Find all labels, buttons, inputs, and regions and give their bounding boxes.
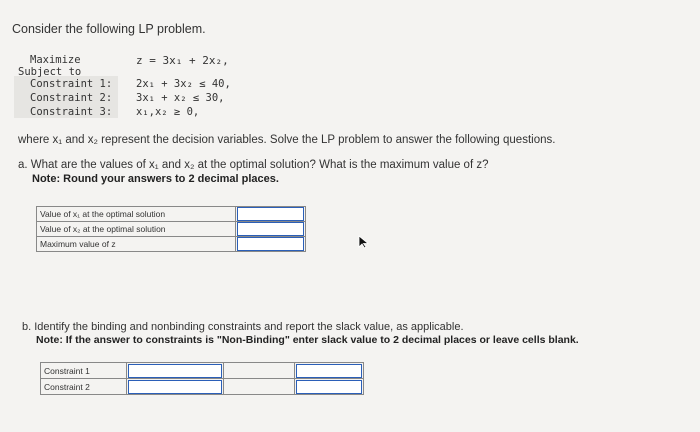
part-b-prompt: b. Identify the binding and nonbinding constraints and report the slack value, as applicable. — [22, 321, 464, 333]
table-row — [37, 207, 306, 222]
spacer-cell — [224, 379, 295, 395]
mouse-cursor-icon — [358, 235, 370, 249]
row-label-constraint-1: Constraint 1 — [41, 363, 127, 379]
row-label-max-z: Maximum value of z — [37, 237, 236, 252]
status-cell — [127, 379, 224, 395]
where-text: where x₁ and x₂ represent the decision variables. Solve the LP problem to answer the following questions. — [18, 134, 556, 146]
intro-text: Consider the following LP problem. — [12, 22, 206, 36]
constraint-1-expr: 2x₁ + 3x₂ ≤ 40, — [136, 78, 231, 90]
constraint-2-expr: 3x₁ + x₂ ≤ 30, — [136, 92, 225, 104]
constraint-1-label: Constraint 1: — [30, 78, 113, 90]
slack-cell — [295, 363, 364, 379]
x2-optimal-input[interactable] — [237, 222, 304, 236]
constraint-2-label: Constraint 2: — [30, 92, 113, 104]
table-row — [37, 222, 306, 237]
slack-cell — [295, 379, 364, 395]
part-b-table — [40, 362, 364, 395]
constraint-3-expr: x₁,x₂ ≥ 0, — [136, 106, 200, 118]
row-label-x2: Value of x₂ at the optimal solution — [37, 222, 236, 237]
part-a-prompt: a. What are the values of x₁ and x₂ at the optimal solution? What is the maximum value of z? — [18, 159, 489, 171]
constraint-3-label: Constraint 3: — [30, 106, 113, 118]
answer-cell — [236, 207, 306, 222]
table-row — [41, 379, 364, 395]
table-row — [37, 237, 306, 252]
part-b-note: Note: If the answer to constraints is "Non-Binding" enter slack value to 2 decimal places or leave cells blank. — [36, 334, 579, 346]
subject-to-label: Subject to — [18, 66, 82, 78]
status-cell — [127, 363, 224, 379]
constraint-1-status-input[interactable] — [128, 364, 222, 378]
maximize-label: Maximize — [30, 54, 81, 66]
row-label-x1: Value of x₁ at the optimal solution — [37, 207, 236, 222]
part-a-note: Note: Round your answers to 2 decimal places. — [32, 173, 279, 185]
constraint-2-status-input[interactable] — [128, 380, 222, 394]
spacer-cell — [224, 363, 295, 379]
table-row — [41, 363, 364, 379]
row-label-constraint-2: Constraint 2 — [41, 379, 127, 395]
x1-optimal-input[interactable] — [237, 207, 304, 221]
objective-function: z = 3x₁ + 2x₂, — [136, 54, 229, 67]
max-z-input[interactable] — [237, 237, 304, 251]
constraint-2-slack-input[interactable] — [296, 380, 362, 394]
answer-cell — [236, 222, 306, 237]
constraint-1-slack-input[interactable] — [296, 364, 362, 378]
part-a-table — [36, 206, 306, 252]
answer-cell — [236, 237, 306, 252]
